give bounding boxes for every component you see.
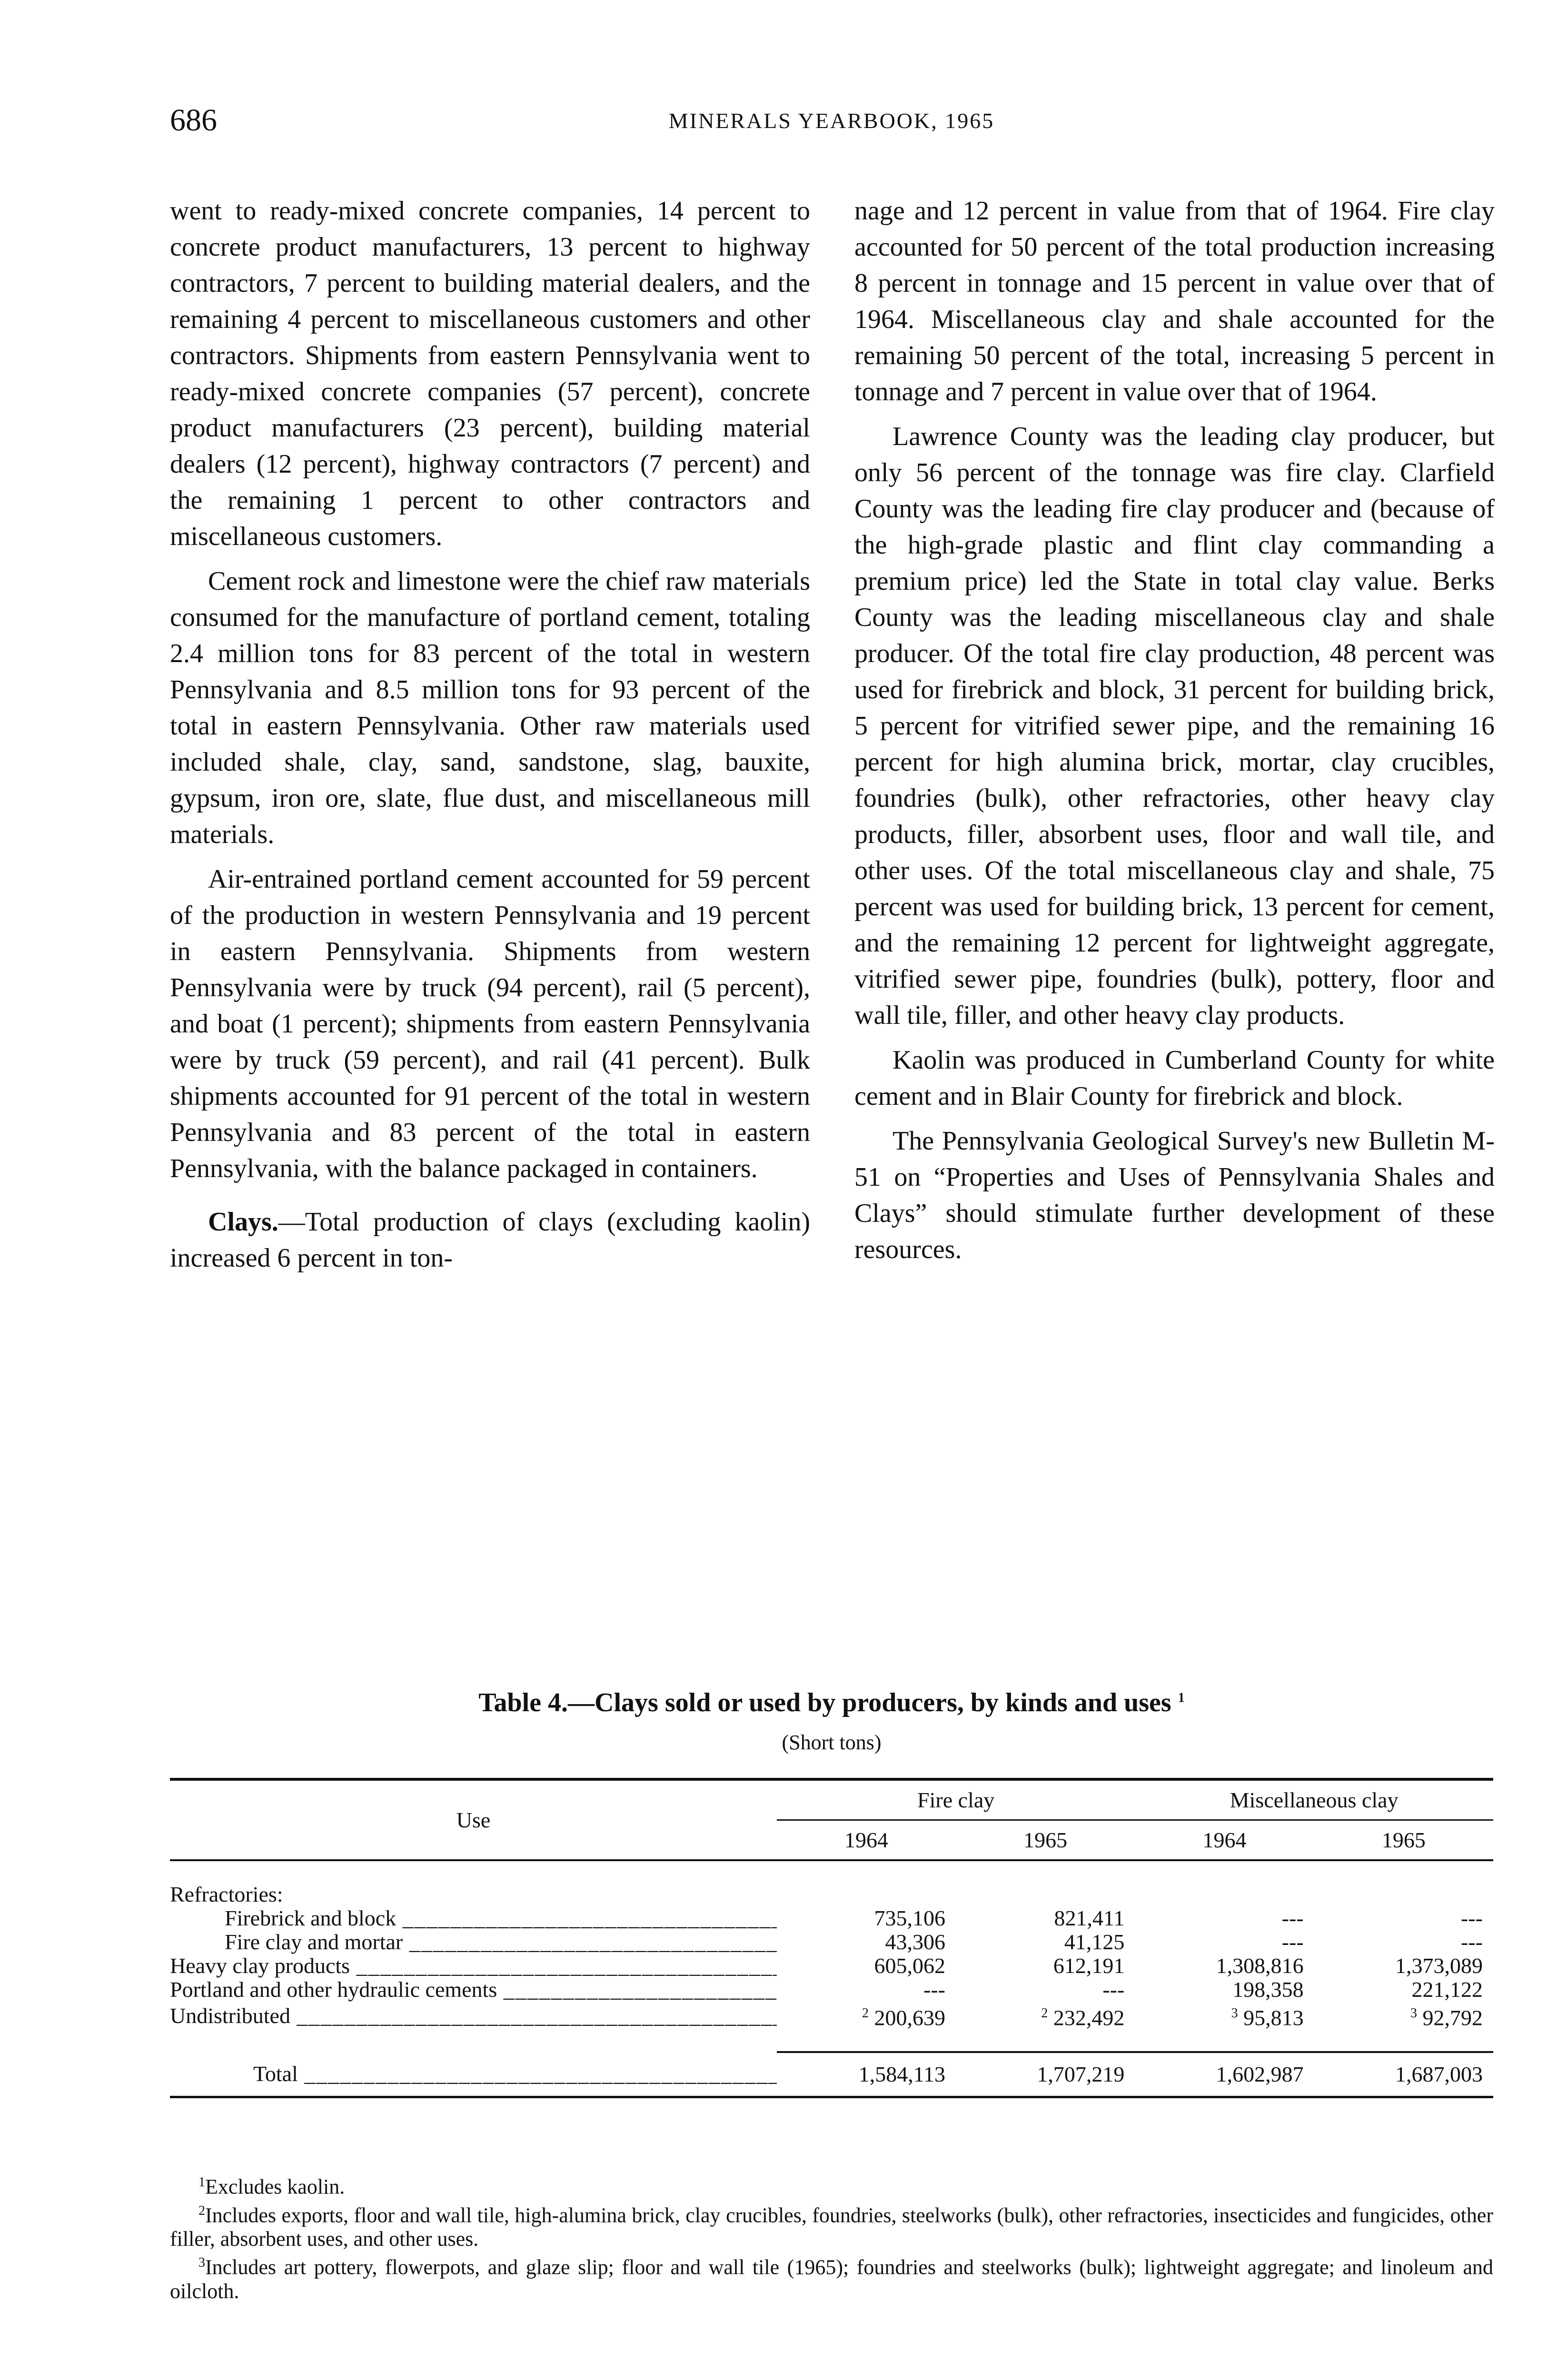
cell bbox=[1135, 1930, 1314, 1954]
paragraph: Lawrence County was the leading clay producer, but only 56 percent of the tonnage was fire clay. Clarfield County was the leading fire clay producer and (because of the high-grade plastic and flint clay commanding a premium price) led the State in total clay value. Berks County was the leading miscellaneous clay and shale producer. Of the total fire clay production, 48 percent was used for firebrick and block, 31 percent for building brick, 5 percent for vitrified sewer pipe, and the remaining 16 percent for high alumina brick, mortar, clay crucibles, foundries (bulk), other refractories, other heavy clay products, filler, absorbent uses, floor and wall tile, and other uses. Of the total miscellaneous clay and shale, 75 percent was used for building brick, 13 percent for cement, and the remaining 12 percent for lightweight aggregate, vitrified sewer pipe, foundries (bulk), pottery, floor and wall tile, filler, and other heavy clay products. bbox=[854, 422, 1495, 1030]
footnote bbox=[170, 2199, 1493, 2251]
paragraph: went to ready-mixed concrete companies, 14 percent to concrete product manufacturers, 13 percent to highway contractors, 7 percent to building material dealers, and the remaining 4 percent to miscellaneous customers and other contractors. Shipments from eastern Pennsylvania went to ready-mixed concrete companies (57 percent), concrete product manufacturers (23 percent), building material dealers (12 percent), highway contractors (7 percent) and the remaining 1 percent to other contractors and miscellaneous customers. bbox=[170, 196, 810, 551]
row-label bbox=[170, 1906, 777, 1930]
cell bbox=[956, 2002, 1135, 2030]
footnote-text: Includes art pottery, flowerpots, and glaze slip; floor and wall tile (1965); foundries and steelworks (bulk); lightweight aggregate; and linoleum and oilcloth. bbox=[170, 2255, 1493, 2303]
cell-value: --- bbox=[1102, 1977, 1125, 2002]
footnote-number: 3 bbox=[198, 2255, 205, 2271]
paragraph: Air-entrained portland cement accounted for 59 percent of the production in western Pennsylvania and 19 percent in eastern Pennsylvania. Shipments from western Pennsylvania were by truck (94 percent), rail (5 percent), and boat (1 percent); shipments from eastern Pennsylvania were by truck (59 percent), and rail (41 percent). Bulk shipments accounted for 91 percent of the total in western Pennsylvania and 83 percent of the total in eastern Pennsylvania, with the balance packaged in containers. bbox=[170, 864, 810, 1183]
left-column bbox=[170, 193, 810, 1285]
cell bbox=[956, 1954, 1135, 1978]
row-label bbox=[170, 1978, 777, 2002]
cell bbox=[777, 1906, 956, 1930]
footnote-number: 1 bbox=[198, 2175, 205, 2190]
cell bbox=[1314, 1930, 1493, 1954]
col-header-year: 1964 bbox=[777, 1820, 956, 1861]
cell-value: 95,813 bbox=[1243, 2005, 1304, 2030]
col-header-year: 1964 bbox=[1135, 1820, 1314, 1861]
footnote-ref: 2 bbox=[1041, 2006, 1048, 2021]
total-label: Total bbox=[253, 2062, 298, 2086]
footnote bbox=[170, 2251, 1493, 2303]
cell bbox=[777, 2002, 956, 2030]
cell-value: 735,106 bbox=[874, 1906, 946, 1930]
cell-value: --- bbox=[1461, 1930, 1483, 1954]
table-title-text: Table 4.—Clays sold or used by producers, by kinds and uses bbox=[478, 1688, 1171, 1717]
row-label bbox=[170, 1930, 777, 1954]
page-header bbox=[170, 102, 1493, 145]
total-row bbox=[170, 2052, 1493, 2097]
footnote-number: 2 bbox=[198, 2203, 205, 2218]
paragraph: The Pennsylvania Geological Survey's new Bulletin M-51 on “Properties and Uses of Pennsylvania Shales and Clays” should stimulate further development of these resources. bbox=[854, 1126, 1495, 1264]
cell: 1,707,219 bbox=[956, 2052, 1135, 2097]
cell-value: 92,792 bbox=[1422, 2005, 1483, 2030]
cell bbox=[1135, 2002, 1314, 2030]
footnote-ref: 3 bbox=[1410, 2006, 1417, 2021]
cell-value: --- bbox=[1461, 1906, 1483, 1930]
table-row bbox=[170, 1954, 1493, 1978]
cell bbox=[1135, 1954, 1314, 1978]
paragraph: Cement rock and limestone were the chief raw materials consumed for the manufacture of portland cement, totaling 2.4 million tons for 83 percent of the total in western Pennsylvania and 8.5 million tons for 93 percent of the total in eastern Pennsylvania. Other raw materials used included shale, clay, sand, sandstone, slag, bauxite, gypsum, iron ore, slate, flue dust, and miscellaneous mill materials. bbox=[170, 566, 810, 849]
clays-text: —Total production of clays (excluding kaolin) increased 6 percent in ton- bbox=[170, 1207, 810, 1273]
footnote-ref: 1 bbox=[1178, 1690, 1185, 1706]
cell-value: 41,125 bbox=[1064, 1930, 1125, 1954]
row-label-text: Firebrick and block bbox=[225, 1906, 397, 1930]
cell-value: 43,306 bbox=[885, 1930, 946, 1954]
cell-value: 200,639 bbox=[874, 2005, 946, 2030]
cell bbox=[1314, 1954, 1493, 1978]
footnote-ref: 2 bbox=[862, 2006, 869, 2021]
row-label bbox=[170, 2002, 777, 2030]
cell: 1,687,003 bbox=[1314, 2052, 1493, 2097]
table-row bbox=[170, 1978, 1493, 2002]
row-label bbox=[170, 2052, 777, 2097]
cell bbox=[1314, 1906, 1493, 1930]
cell-value: 605,062 bbox=[874, 1954, 946, 1978]
col-header-use: Use bbox=[170, 1779, 777, 1860]
cell bbox=[1135, 1978, 1314, 2002]
row-label-text: Portland and other hydraulic cements bbox=[170, 1978, 497, 2002]
clays-heading: Clays. bbox=[208, 1207, 278, 1237]
cell bbox=[777, 1978, 956, 2002]
cell-value: --- bbox=[923, 1977, 946, 2002]
cell-value: 221,122 bbox=[1411, 1977, 1483, 2002]
cell bbox=[1314, 1978, 1493, 2002]
table-subtitle: (Short tons) bbox=[782, 1731, 882, 1754]
cell-value: 1,373,089 bbox=[1395, 1954, 1483, 1978]
footnote-text: Excludes kaolin. bbox=[205, 2175, 345, 2199]
page-number: 686 bbox=[170, 103, 217, 138]
cell bbox=[956, 1906, 1135, 1930]
row-label-text: Fire clay and mortar bbox=[225, 1930, 403, 1954]
cell bbox=[1135, 1906, 1314, 1930]
cell-value: 612,191 bbox=[1053, 1954, 1125, 1978]
col-group-misc-clay: Miscellaneous clay bbox=[1135, 1779, 1493, 1820]
right-column bbox=[854, 193, 1495, 1276]
cell bbox=[956, 1930, 1135, 1954]
row-label-text: Undistributed bbox=[170, 2003, 290, 2028]
cell-value: 1,308,816 bbox=[1216, 1954, 1304, 1978]
cell-value: --- bbox=[1281, 1930, 1304, 1954]
footnotes bbox=[170, 2171, 1493, 2303]
cell-value: 198,358 bbox=[1232, 1977, 1304, 2002]
cell: 1,602,987 bbox=[1135, 2052, 1314, 2097]
table-row bbox=[170, 1930, 1493, 1954]
cell-value: --- bbox=[1281, 1906, 1304, 1930]
col-header-year: 1965 bbox=[956, 1820, 1135, 1861]
cell-value: 232,492 bbox=[1053, 2005, 1125, 2030]
footnote-text: Includes exports, floor and wall tile, high-alumina brick, clay crucibles, foundries, steelworks (bulk), other refractories, insecticides and fungicides, other filler, absorbent uses, and other uses. bbox=[170, 2203, 1493, 2251]
running-title: MINERALS YEARBOOK, 1965 bbox=[668, 109, 995, 133]
clays-table bbox=[170, 1778, 1493, 2101]
paragraph: Kaolin was produced in Cumberland County for white cement and in Blair County for firebrick and block. bbox=[854, 1045, 1495, 1111]
row-label-text: Heavy clay products bbox=[170, 1954, 350, 1978]
cell bbox=[1314, 2002, 1493, 2030]
footnote bbox=[170, 2171, 1493, 2199]
table-row bbox=[170, 2002, 1493, 2030]
table-title bbox=[170, 1687, 1493, 1718]
paragraph: nage and 12 percent in value from that of 1964. Fire clay accounted for 50 percent of the total production increasing 8 percent in tonnage and 15 percent in value over that of 1964. Miscellaneous clay and shale accounted for the remaining 50 percent of the total, increasing 5 percent in tonnage and 7 percent in value over that of 1964. bbox=[854, 196, 1495, 407]
section-label: Refractories: bbox=[170, 1883, 283, 1906]
cell bbox=[956, 1978, 1135, 2002]
clays-paragraph bbox=[170, 1204, 810, 1276]
section-row bbox=[170, 1883, 1493, 1906]
footnote-ref: 3 bbox=[1231, 2006, 1238, 2021]
cell bbox=[777, 1930, 956, 1954]
cell-value: 821,411 bbox=[1054, 1906, 1125, 1930]
col-header-year: 1965 bbox=[1314, 1820, 1493, 1861]
cell bbox=[777, 1954, 956, 1978]
row-label bbox=[170, 1954, 777, 1978]
cell: 1,584,113 bbox=[777, 2052, 956, 2097]
col-group-fire-clay: Fire clay bbox=[777, 1779, 1135, 1820]
table-row bbox=[170, 1906, 1493, 1930]
